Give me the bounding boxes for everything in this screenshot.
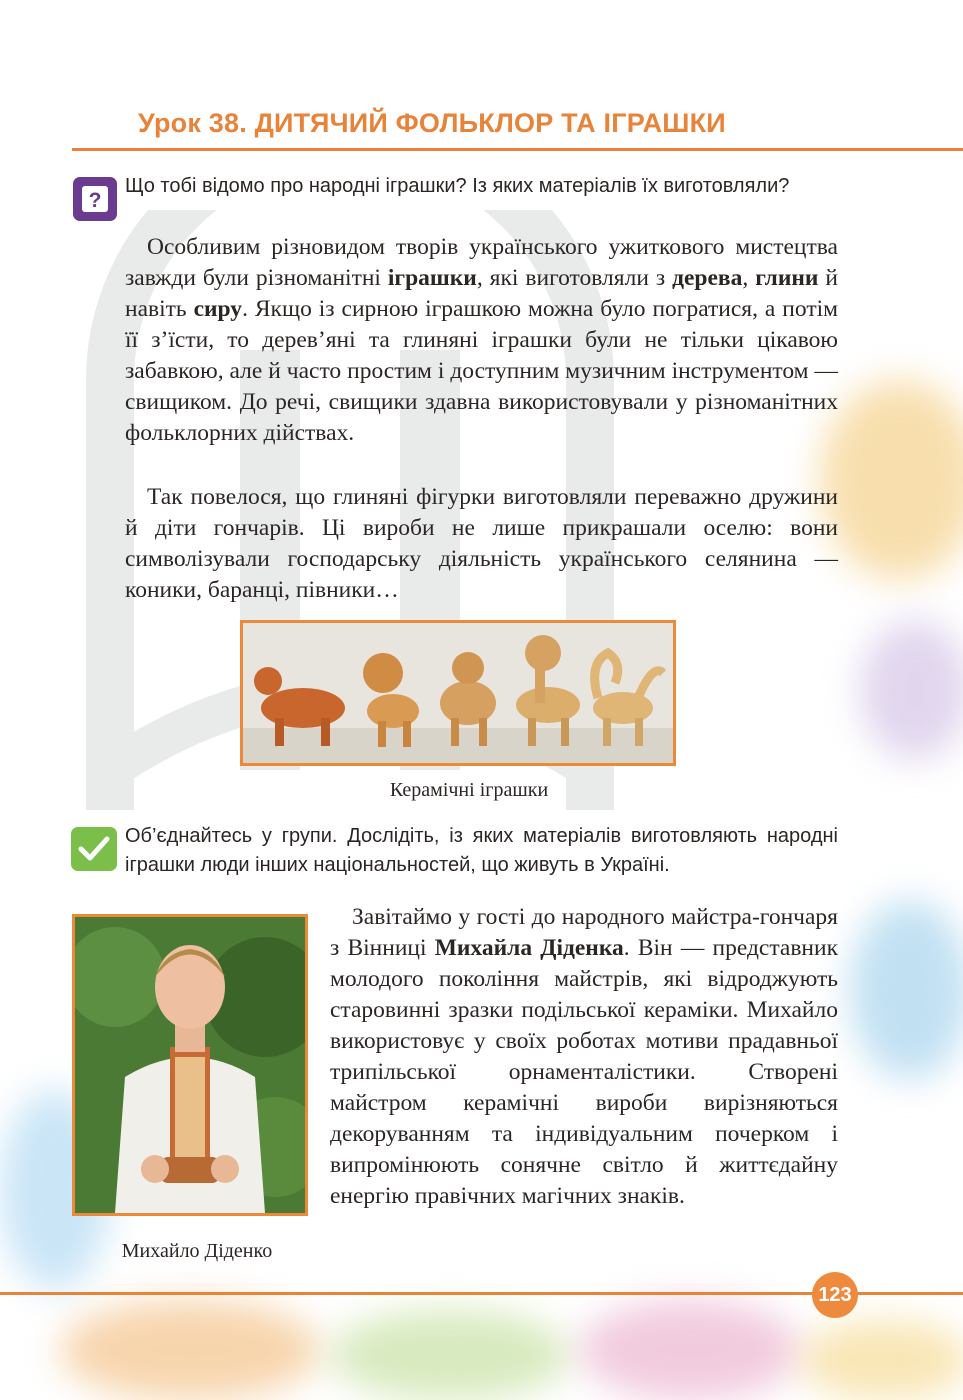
figure-caption: Керамічні іграшки xyxy=(389,779,549,801)
paragraph-2: Так повелося, що глиняні фігурки виготовляли переважно дружини й діти гончарів. Ці вироби не лише прикрашали оселю: вони символізували господарську діяльність українського селянина — коники, баранці, півники… xyxy=(125,484,838,603)
paint-splash xyxy=(580,1300,800,1400)
checkmark-icon xyxy=(71,827,117,871)
paragraph-3: Завітаймо у гості до народного майстра-гончаря з Вінниці Михайла Діденка. Він — представник молодого покоління майстрів, які відроджують старовинні зразки подільської кераміки. Михайло використовує у своїх роботах мотиви прадавньої трипільської орнаменталістики. Створені майстром керамічні вироби вирізняються декоруванням та індивідуальним почерком і випромінюють сонячне світло й життєдайну енергію правічних магічних знаків. xyxy=(330,904,838,1209)
question-mark-icon xyxy=(80,184,110,214)
paint-splash xyxy=(860,620,963,760)
portrait-photo xyxy=(72,914,308,1216)
portrait-caption: Михайло Діденко xyxy=(121,1240,273,1262)
paint-splash xyxy=(800,1320,963,1400)
check-icon xyxy=(77,834,111,864)
paint-splash xyxy=(820,380,963,580)
header-divider xyxy=(72,148,963,151)
svg-text:?: ? xyxy=(88,189,102,212)
paragraph-1: Особливим різновидом творів українського ужиткового мистецтва завжди були різноманітні іграшки, які виготовляли з дерева, глини й навіть сиру. Якщо із сирною іграшкою можна було погратися, а потім її з’їсти, то дерев’яні та глиняні іграшки були не тільки цікавою забавкою, але й часто простим і доступним музичним інструментом — свищиком. До речі, свищики здавна використовували у різноманітних фольклорних дійствах. xyxy=(125,234,839,446)
question-icon xyxy=(73,177,117,221)
paint-splash xyxy=(60,1300,320,1400)
question-prompt: Що тобі відомо про народні іграшки? Із яких матеріалів їх виготовляли? xyxy=(125,175,790,197)
paint-splash xyxy=(850,900,963,1080)
paint-splash xyxy=(330,1310,570,1400)
lesson-title: Урок 38. ДИТЯЧИЙ ФОЛЬКЛОР ТА ІГРАШКИ xyxy=(138,108,726,138)
ceramic-toys-photo xyxy=(240,620,676,766)
page-number: 123 xyxy=(812,1272,858,1318)
group-task-prompt: Об’єднайтесь у групи. Дослідіть, із яких матеріалів виготовляють народні іграшки люди інших національностей, що живуть в Україні. xyxy=(125,825,838,876)
